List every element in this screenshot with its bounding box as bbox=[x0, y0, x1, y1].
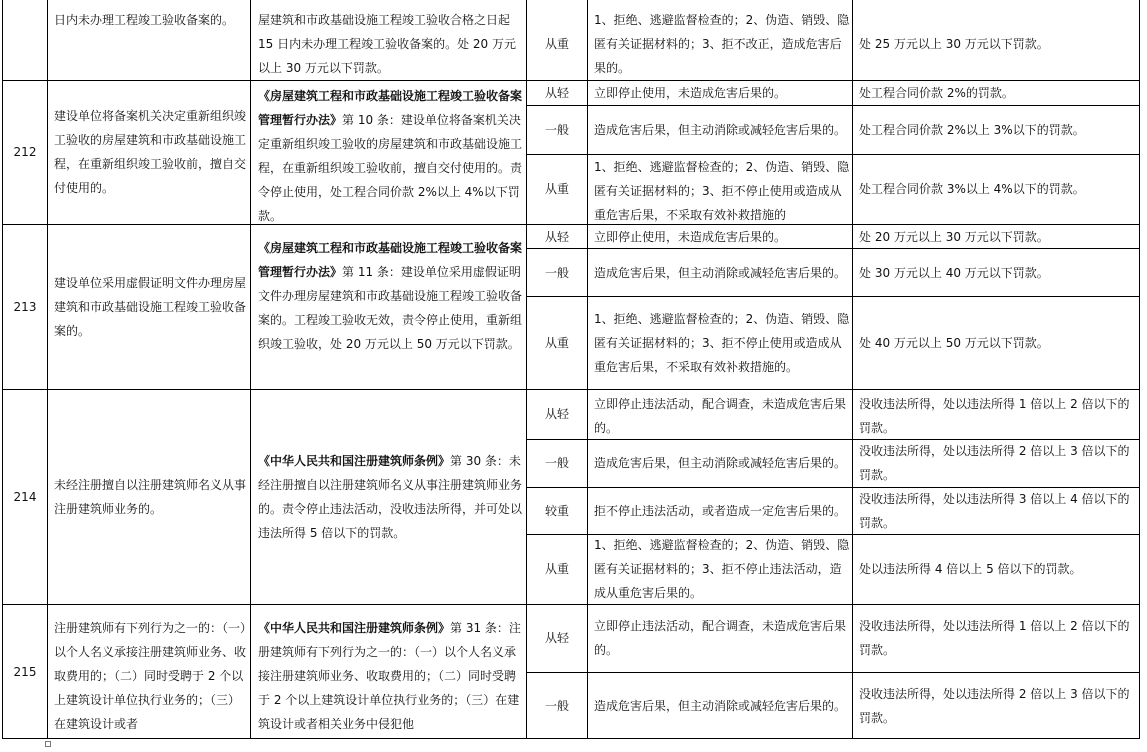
law-text: 第 31 条：注册建筑师有下列行为之一的：（一）以个人名义承接注册建筑师业务、收取费用的；（二）同时受聘于 2 个以上建筑设计单位执行业务的；（三）在建筑设计或者相关业务中侵犯他 bbox=[258, 621, 521, 731]
condition-text: 造成危害后果，但主动消除或减轻危害后果的。 bbox=[594, 698, 847, 713]
row-number-215 bbox=[3, 605, 47, 738]
behavior-text: 注册建筑师有下列行为之一的：（一）以个人名义承接注册建筑师业务、收取费用的；（二）同时受聘于 2 个以上建筑设计单位执行业务的；（三）在建筑设计或者 bbox=[54, 621, 247, 731]
grid-line bbox=[1139, 0, 1140, 739]
row-number-text: 212 bbox=[13, 145, 37, 159]
condition-cell-214-1 bbox=[588, 440, 852, 486]
penalty-text: 处 20 万元以上 30 万元以下罚款。 bbox=[859, 230, 1049, 244]
behavior-cell-212 bbox=[48, 81, 250, 223]
grid-line bbox=[526, 296, 1140, 297]
level-label: 一般 bbox=[544, 456, 569, 470]
penalty-text: 处工程合同价款 3%以上 4%以下的罚款。 bbox=[859, 182, 1085, 196]
condition-cell-213-0 bbox=[588, 225, 852, 249]
condition-cell-212-0 bbox=[588, 81, 852, 105]
penalty-text: 处以违法所得 4 倍以上 5 倍以下的罚款。 bbox=[859, 562, 1082, 576]
level-label: 从轻 bbox=[544, 407, 569, 421]
level-label: 从轻 bbox=[544, 86, 569, 100]
penalty-text: 没收违法所得，处以违法所得 2 倍以上 3 倍以下的罚款。 bbox=[859, 686, 1130, 725]
level-cell-212-1 bbox=[527, 106, 587, 154]
law-title: 《中华人民共和国注册建筑师条例》 bbox=[258, 453, 451, 468]
grid-line bbox=[2, 738, 1140, 739]
behavior-cell-213 bbox=[48, 225, 250, 388]
level-cell-212-2 bbox=[527, 155, 587, 223]
law-cell-214 bbox=[252, 390, 526, 603]
level-label: 从重 bbox=[544, 182, 569, 196]
grid-line bbox=[2, 389, 1140, 390]
condition-cell-214-0 bbox=[588, 393, 852, 438]
grid-line bbox=[2, 0, 3, 739]
condition-cell-213-1 bbox=[588, 249, 852, 297]
penalty-cell-214-1 bbox=[853, 440, 1139, 486]
condition-cell-211-0 bbox=[588, 8, 852, 80]
penalty-cell-212-1 bbox=[853, 106, 1139, 154]
grid-line bbox=[852, 0, 853, 739]
law-text: 第 11 条：建设单位采用虚假证明文件办理房屋建筑和市政基础设施工程竣工验收备案的。工程竣工验收无效，责令停止使用，重新组织竣工验收，处 20 万元以上 50 万元以下罚款。 bbox=[258, 265, 523, 351]
penalty-text: 没收违法所得，处以违法所得 3 倍以上 4 倍以下的罚款。 bbox=[859, 492, 1130, 530]
condition-text: 立即停止使用，未造成危害后果的。 bbox=[594, 230, 787, 244]
penalty-cell-213-2 bbox=[853, 297, 1139, 388]
level-label: 较重 bbox=[544, 504, 569, 518]
penalty-text: 没收违法所得，处以违法所得 1 倍以上 2 倍以下的罚款。 bbox=[859, 619, 1130, 657]
penalty-cell-214-3 bbox=[853, 535, 1139, 603]
law-text: 第 10 条：建设单位将备案机关决定重新组织竣工验收的房屋建筑和市政基础设施工程，在重新组织竣工验收前，擅自交付使用的。责令停止使用，处工程合同价款 2%以上 4%以下罚款。 bbox=[258, 113, 523, 223]
penalty-text: 没收违法所得，处以违法所得 1 倍以上 2 倍以下的罚款。 bbox=[859, 396, 1130, 435]
condition-cell-212-2 bbox=[588, 155, 852, 223]
law-text: 第 30 条：未经注册擅自以注册建筑师名义从事注册建筑师业务的。责令停止违法活动，没收违法所得，并可处以违法所得 5 倍以下的罚款。 bbox=[258, 453, 523, 540]
law-cell-215 bbox=[252, 616, 526, 738]
penalty-text: 没收违法所得，处以违法所得 2 倍以上 3 倍以下的罚款。 bbox=[859, 444, 1130, 482]
condition-text: 立即停止违法活动，配合调查，未造成危害后果的。 bbox=[594, 396, 847, 435]
penalty-cell-213-1 bbox=[853, 249, 1139, 297]
law-title: 《房屋建筑工程和市政基础设施工程竣工验收备案管理暂行办法》 bbox=[258, 89, 523, 127]
grid-line bbox=[526, 672, 1140, 673]
behavior-text: 日内未办理工程竣工验收备案的。 bbox=[54, 13, 235, 27]
grid-line bbox=[250, 0, 251, 739]
behavior-cell-215 bbox=[48, 616, 250, 738]
condition-cell-212-1 bbox=[588, 106, 852, 154]
row-number-text: 215 bbox=[13, 664, 37, 679]
condition-cell-215-0 bbox=[588, 605, 852, 671]
penalty-cell-212-2 bbox=[853, 155, 1139, 223]
condition-cell-214-3 bbox=[588, 535, 852, 603]
behavior-cell-211 bbox=[48, 8, 250, 78]
level-cell-214-0 bbox=[527, 390, 587, 438]
penalty-cell-214-2 bbox=[853, 488, 1139, 534]
level-cell-215-0 bbox=[527, 605, 587, 671]
level-label: 从重 bbox=[544, 562, 569, 576]
behavior-text: 未经注册擅自以注册建筑师名义从事注册建筑师业务的。 bbox=[54, 477, 247, 516]
behavior-cell-214 bbox=[48, 390, 250, 603]
law-cell-213 bbox=[252, 236, 526, 388]
level-label: 一般 bbox=[544, 266, 569, 280]
penalty-cell-215-1 bbox=[853, 673, 1139, 738]
penalty-text: 处工程合同价款 2%以上 3%以下的罚款。 bbox=[859, 123, 1085, 137]
law-title: 《房屋建筑工程和市政基础设施工程竣工验收备案管理暂行办法》 bbox=[258, 241, 523, 279]
grid-line bbox=[2, 80, 1140, 81]
grid-line bbox=[526, 105, 1140, 106]
row-number-213 bbox=[3, 225, 47, 388]
level-cell-213-1 bbox=[527, 249, 587, 297]
level-cell-215-1 bbox=[527, 673, 587, 738]
condition-text: 造成危害后果，但主动消除或减轻危害后果的。 bbox=[594, 123, 847, 137]
condition-text: 1、拒绝、逃避监督检查的；2、伪造、销毁、隐匿有关证据材料的；3、拒不停止使用或造成从重危害后果，不采取有效补救措施的 bbox=[594, 160, 850, 222]
condition-cell-213-2 bbox=[588, 297, 852, 388]
grid-line bbox=[526, 534, 1140, 535]
level-label: 从轻 bbox=[544, 230, 569, 244]
level-label: 一般 bbox=[544, 123, 569, 137]
level-label: 从轻 bbox=[544, 631, 569, 645]
row-number-text: 213 bbox=[13, 299, 37, 314]
grid-line bbox=[526, 439, 1140, 440]
level-cell-211-0 bbox=[527, 8, 587, 80]
level-cell-214-1 bbox=[527, 440, 587, 486]
law-cell-211 bbox=[252, 8, 526, 78]
condition-text: 拒不停止违法活动，或者造成一定危害后果的。 bbox=[594, 504, 847, 518]
penalty-text: 处工程合同价款 2%的罚款。 bbox=[859, 86, 1014, 100]
grid-line bbox=[526, 487, 1140, 488]
penalty-text: 处 25 万元以上 30 万元以下罚款。 bbox=[859, 37, 1049, 51]
level-cell-214-2 bbox=[527, 488, 587, 534]
grid-line bbox=[47, 0, 48, 739]
level-cell-213-0 bbox=[527, 225, 587, 249]
behavior-text: 建设单位将备案机关决定重新组织竣工验收的房屋建筑和市政基础设施工程，在重新组织竣工验收前，擅自交付使用的。 bbox=[54, 109, 247, 195]
level-label: 从重 bbox=[544, 37, 569, 51]
law-cell-214-text bbox=[258, 449, 526, 545]
grid-line bbox=[526, 248, 1140, 249]
behavior-text: 建设单位采用虚假证明文件办理房屋建筑和市政基础设施工程竣工验收备案的。 bbox=[54, 275, 247, 338]
law-cell-212 bbox=[252, 84, 526, 223]
condition-text: 造成危害后果，但主动消除或减轻危害后果的。 bbox=[594, 456, 847, 470]
level-label: 从重 bbox=[544, 335, 569, 350]
penalty-text: 处 40 万元以上 50 万元以下罚款。 bbox=[859, 335, 1049, 350]
condition-cell-214-2 bbox=[588, 488, 852, 534]
condition-text: 立即停止违法活动，配合调查，未造成危害后果的。 bbox=[594, 619, 847, 657]
penalty-cell-215-0 bbox=[853, 605, 1139, 671]
grid-line bbox=[587, 0, 588, 739]
grid-line bbox=[2, 604, 1140, 605]
penalty-cell-212-0 bbox=[853, 81, 1139, 105]
law-title: 《中华人民共和国注册建筑师条例》 bbox=[258, 621, 451, 635]
penalty-cell-211-0 bbox=[853, 8, 1139, 80]
row-number-text: 214 bbox=[13, 489, 37, 504]
condition-text: 1、拒绝、逃避监督检查的；2、伪造、销毁、隐匿有关证据材料的；3、拒不停止违法活动，造成从重危害后果的。 bbox=[594, 538, 850, 600]
level-cell-213-2 bbox=[527, 297, 587, 388]
penalty-text: 处 30 万元以上 40 万元以下罚款。 bbox=[859, 266, 1049, 280]
law-text: 屋建筑和市政基础设施工程竣工验收合格之日起 15 日内未办理工程竣工验收备案的。处 20 万元以上 30 万元以下罚款。 bbox=[258, 13, 516, 75]
condition-text: 1、拒绝、逃避监督检查的；2、伪造、销毁、隐匿有关证据材料的；3、拒不停止使用或造成从重危害后果，不采取有效补救措施的。 bbox=[594, 311, 850, 374]
row-number-212 bbox=[3, 81, 47, 223]
condition-cell-215-1 bbox=[588, 673, 852, 738]
row-number-214 bbox=[3, 390, 47, 603]
grid-line bbox=[526, 0, 527, 739]
grid-line bbox=[526, 154, 1140, 155]
penalty-cell-213-0 bbox=[853, 225, 1139, 249]
level-cell-212-0 bbox=[527, 81, 587, 105]
condition-text: 立即停止使用，未造成危害后果的。 bbox=[594, 86, 787, 100]
level-cell-214-3 bbox=[527, 535, 587, 603]
paragraph-marker bbox=[45, 741, 51, 747]
condition-text: 1、拒绝、逃避监督检查的；2、伪造、销毁、隐匿有关证据材料的；3、拒不改正，造成危害后果的。 bbox=[594, 13, 850, 75]
grid-line bbox=[2, 224, 1140, 225]
penalty-cell-214-0 bbox=[853, 393, 1139, 438]
level-label: 一般 bbox=[544, 698, 569, 713]
condition-text: 造成危害后果，但主动消除或减轻危害后果的。 bbox=[594, 266, 847, 280]
